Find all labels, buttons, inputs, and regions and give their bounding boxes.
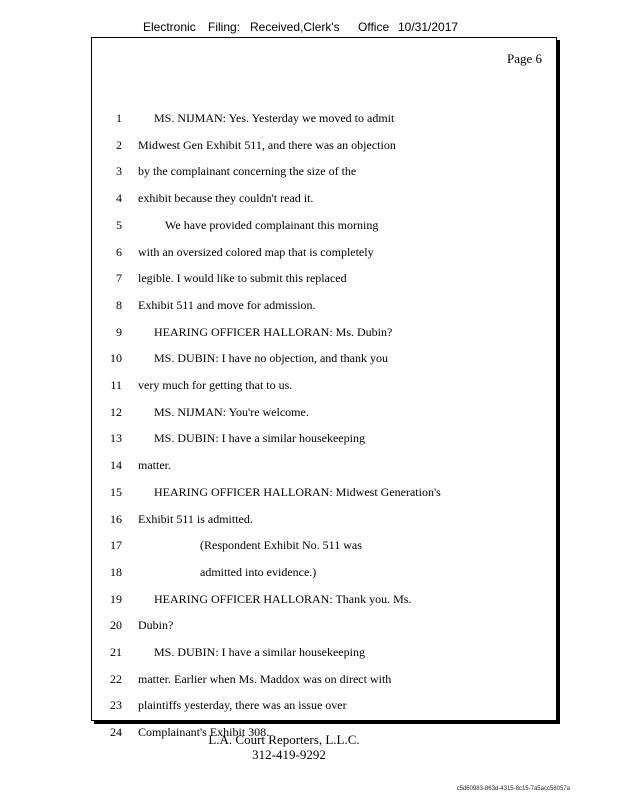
transcript-line: (Respondent Exhibit No. 511 was <box>200 538 362 553</box>
filing-stamp-word: Office <box>358 20 390 34</box>
transcript-line: by the complainant concerning the size of the <box>138 164 357 179</box>
transcript-line: HEARING OFFICER HALLORAN: Thank you. Ms. <box>154 591 412 606</box>
page-number: Page 6 <box>506 51 542 66</box>
transcript-line: legible. I would like to submit this replaced <box>138 271 347 286</box>
line-number: 20 <box>110 618 122 633</box>
line-number: 17 <box>110 538 122 553</box>
transcript-line: MS. NIJMAN: You're welcome. <box>154 404 309 419</box>
line-number: 19 <box>110 591 122 606</box>
line-number: 4 <box>116 191 122 206</box>
filing-stamp-word: 10/31/2017 <box>398 20 459 34</box>
document-hash: c5d60983-863d-4315-8c15-7a5acc58057a <box>456 786 570 792</box>
filing-stamp-word: Electronic <box>143 20 196 34</box>
line-number: 13 <box>110 431 122 446</box>
transcript-line: MS. DUBIN: I have a similar housekeeping <box>154 431 365 446</box>
transcript-line: plaintiffs yesterday, there was an issue over <box>138 698 347 713</box>
line-number: 24 <box>110 725 122 740</box>
line-number: 5 <box>116 217 122 232</box>
line-number: 11 <box>110 378 122 392</box>
transcript-line: matter. Earlier when Ms. Maddox was on direct with <box>138 671 392 686</box>
line-number: 10 <box>110 351 122 366</box>
line-number: 15 <box>110 484 122 499</box>
line-number: 23 <box>110 698 122 713</box>
line-number: 8 <box>116 297 122 312</box>
transcript-line: Exhibit 511 and move for admission. <box>138 297 316 312</box>
filing-stamp-header <box>0 20 618 38</box>
line-number: 1 <box>116 111 122 125</box>
line-number: 22 <box>110 671 122 686</box>
transcript-line: very much for getting that to us. <box>138 378 293 392</box>
transcript-line: HEARING OFFICER HALLORAN: Ms. Dubin? <box>154 324 393 339</box>
transcript-line: Dubin? <box>138 618 174 633</box>
transcript-line: MS. DUBIN: I have a similar housekeeping <box>154 645 365 659</box>
transcript-line: Midwest Gen Exhibit 511, and there was an objection <box>138 137 396 152</box>
transcript-line: with an oversized colored map that is completely <box>138 244 374 259</box>
line-number: 18 <box>110 564 122 579</box>
transcript-line: MS. DUBIN: I have no objection, and thank you <box>154 351 388 366</box>
line-number: 7 <box>116 271 122 286</box>
line-number: 16 <box>110 511 122 526</box>
filing-stamp-word: Filing: <box>208 20 241 34</box>
transcript-line: Exhibit 511 is admitted. <box>138 511 253 526</box>
line-number: 6 <box>116 244 122 259</box>
line-number: 2 <box>116 137 122 152</box>
line-number: 3 <box>116 164 122 179</box>
line-number: 12 <box>110 404 122 419</box>
transcript-line: Complainant's Exhibit 308. <box>138 725 270 740</box>
transcript-line: MS. NIJMAN: Yes. Yesterday we moved to admit <box>154 111 395 125</box>
transcript-line: exhibit because they couldn't read it. <box>138 191 314 206</box>
page-footer <box>0 732 618 762</box>
line-number: 21 <box>110 645 122 659</box>
transcript-line: HEARING OFFICER HALLORAN: Midwest Generation's <box>154 484 441 499</box>
reporter-company: L.A. Court Reporters, L.L.C. <box>208 732 360 747</box>
transcript-line: admitted into evidence.) <box>200 564 317 579</box>
transcript-line: matter. <box>138 458 171 473</box>
line-number: 14 <box>110 458 122 473</box>
line-number: 9 <box>116 324 122 339</box>
reporter-phone: 312-419-9292 <box>252 747 326 762</box>
transcript-line: We have provided complainant this morning <box>165 217 379 232</box>
filing-stamp-word: Received,Clerk's <box>250 20 340 34</box>
